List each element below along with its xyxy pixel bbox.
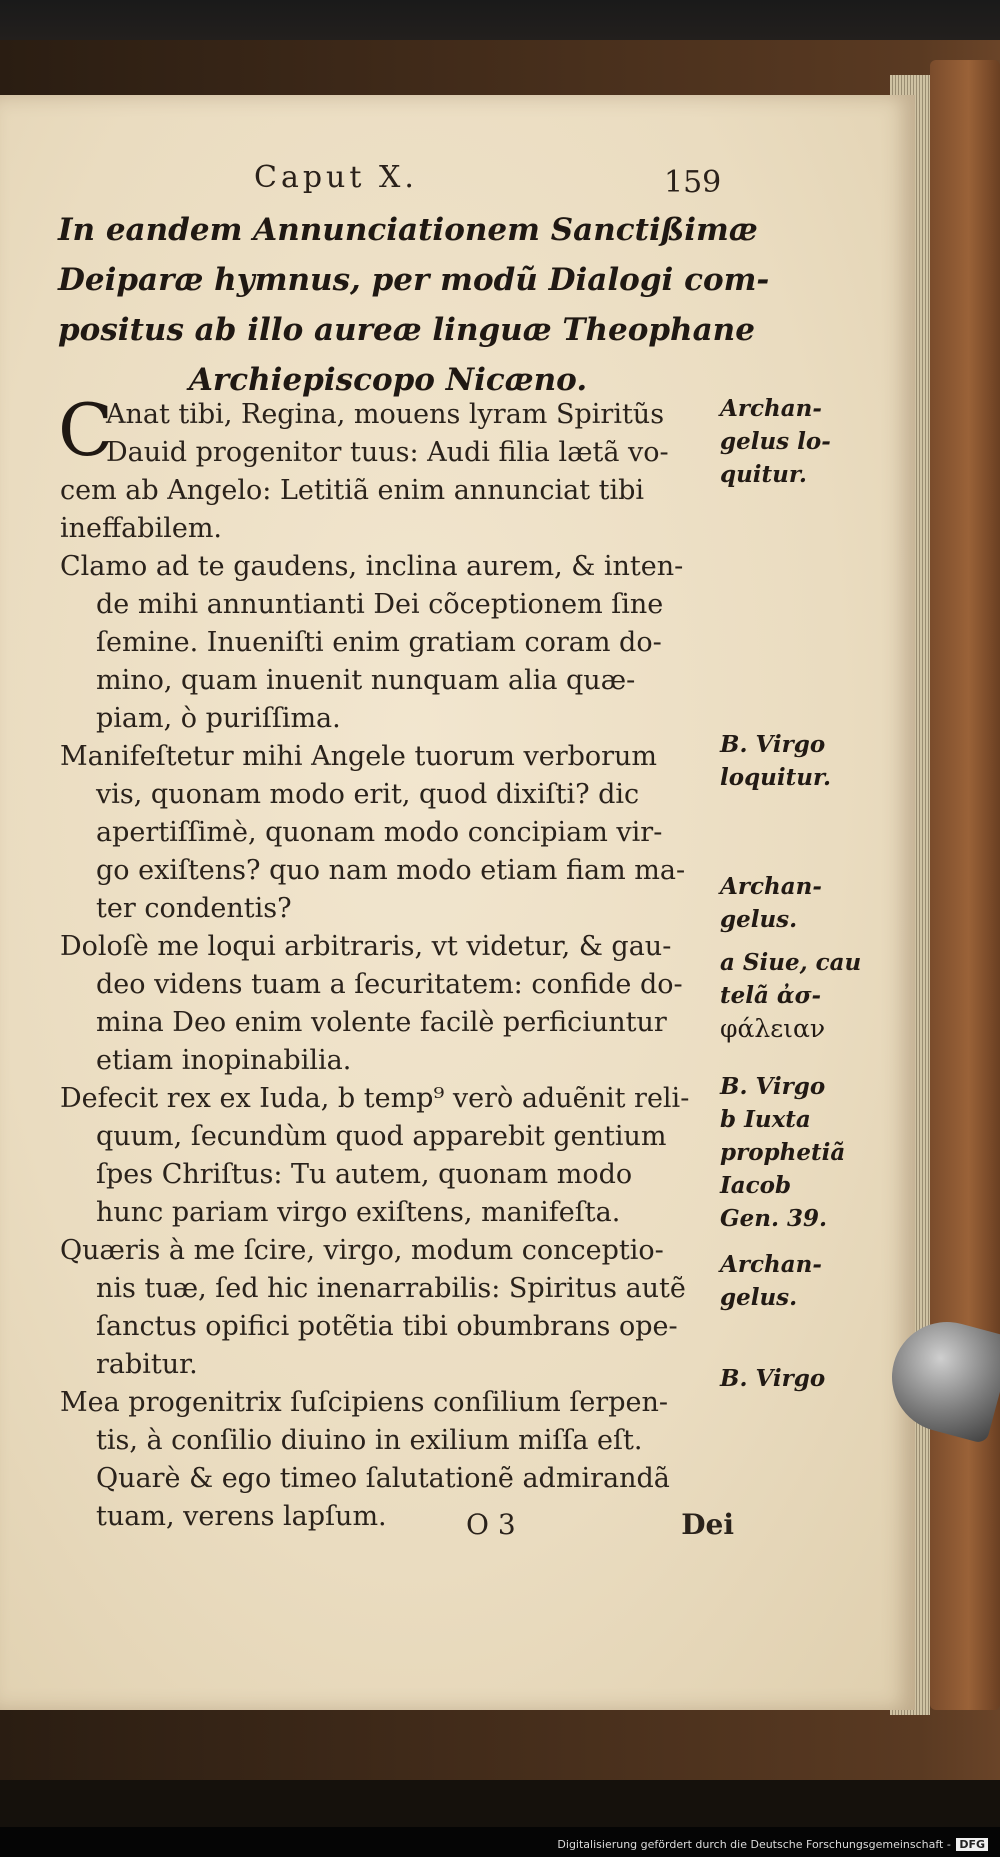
text-line: go exiſtens? quo nam modo etiam fiam ma- bbox=[96, 855, 686, 886]
margin-note-line: gelus. bbox=[720, 1284, 798, 1311]
text-line: tuam, verens lapſum. bbox=[96, 1501, 387, 1532]
margin-note-archangelus bbox=[720, 392, 860, 491]
text-line: etiam inopinabilia. bbox=[96, 1045, 352, 1076]
text-line: apertiſſimè, quonam modo concipiam vir- bbox=[96, 817, 663, 848]
text-line: tis, à conſilio diuino in exilium miſſa eſt. bbox=[96, 1425, 643, 1456]
margin-note-line: Archan- bbox=[720, 1251, 822, 1278]
text-line: quum, ſecundùm quod apparebit gentium bbox=[96, 1121, 667, 1152]
credit-text: Digitalisierung gefördert durch die Deutsche Forschungsgemeinschaft - bbox=[557, 1838, 951, 1851]
text-line: ſanctus opifici potẽtia tibi obumbrans ope- bbox=[96, 1311, 678, 1342]
text-line: nis tuæ, ſed hic inenarrabilis: Spiritus autẽ bbox=[96, 1273, 686, 1304]
margin-note-b-virgo bbox=[720, 728, 860, 794]
margin-note-b-virgo bbox=[720, 1362, 860, 1395]
text-line: mina Deo enim volente facilè perficiuntur bbox=[96, 1007, 667, 1038]
margin-note-archangelus bbox=[720, 870, 860, 936]
margin-note-line: a Siue, cau bbox=[720, 949, 862, 976]
title-line: Deiparæ hymnus, per modũ Dialogi com- bbox=[58, 262, 770, 298]
text-line: ſemine. Inueniſti enim gratiam coram do- bbox=[96, 627, 662, 658]
margin-note-line: telã ἀσ- bbox=[720, 982, 822, 1009]
text-line: Manifeſtetur mihi Angele tuorum verborum bbox=[60, 741, 658, 772]
paragraph bbox=[58, 388, 720, 548]
margin-note-line: B. Virgo bbox=[720, 731, 826, 758]
margin-note-line: prophetiã bbox=[720, 1139, 846, 1166]
drop-capital: C bbox=[58, 388, 114, 472]
text-line: Doloſè me loqui arbitraris, vt videtur, & gau- bbox=[60, 931, 672, 962]
paragraph bbox=[60, 1232, 720, 1384]
margin-note-line: Archan- bbox=[720, 873, 822, 900]
margin-note-archangelus bbox=[720, 1248, 860, 1314]
text-line: Anat tibi, Regina, mouens lyram Spiritũs bbox=[106, 399, 665, 430]
paragraph bbox=[60, 548, 720, 738]
dfg-logo: DFG bbox=[956, 1838, 988, 1851]
text-line: vis, quonam modo erit, quod dixiſti? dic bbox=[96, 779, 640, 810]
paragraph bbox=[60, 1080, 720, 1232]
page-footer-line bbox=[60, 1508, 734, 1548]
margin-note-line: b Iuxta bbox=[720, 1106, 811, 1133]
text-line: mino, quam inuenit nunquam alia quæ- bbox=[96, 665, 636, 696]
text-line: cem ab Angelo: Letitiã enim annunciat tibi bbox=[60, 475, 645, 506]
text-line: Quæris à me ſcire, virgo, modum conceptio- bbox=[60, 1235, 664, 1266]
text-line: rabitur. bbox=[96, 1349, 198, 1380]
text-line: Dauid progenitor tuus: Audi filia lætã vo- bbox=[106, 437, 669, 468]
digitization-credit bbox=[557, 1838, 988, 1851]
margin-note-line: Archan- bbox=[720, 395, 822, 422]
title-line: In eandem Annunciationem Sanctißimæ bbox=[58, 212, 758, 248]
text-line: piam, ò puriſſima. bbox=[96, 703, 341, 734]
title-line: positus ab illo aureæ linguæ Theophane bbox=[58, 312, 755, 348]
text-line: Mea progenitrix ſuſcipiens conſilium ſerpen- bbox=[60, 1387, 668, 1418]
chapter-title bbox=[58, 205, 770, 405]
text-line: Quarè & ego timeo ſalutationẽ admirandã bbox=[96, 1463, 670, 1494]
text-line: ter condentis? bbox=[96, 893, 292, 924]
text-line: ſpes Chriſtus: Tu autem, quonam modo bbox=[96, 1159, 633, 1190]
catchword: Dei bbox=[681, 1508, 734, 1541]
running-head: Caput X. bbox=[254, 160, 418, 195]
text-line: Clamo ad te gaudens, inclina aurem, & inten- bbox=[60, 551, 684, 582]
margin-note-line: gelus. bbox=[720, 906, 798, 933]
text-line: Defecit rex ex Iuda, b temp⁹ verò aduẽnit reli- bbox=[60, 1083, 690, 1114]
signature-mark: O 3 bbox=[466, 1508, 516, 1541]
margin-note-line: loquitur. bbox=[720, 764, 831, 791]
margin-note-line: quitur. bbox=[720, 461, 807, 488]
margin-note-line: gelus lo- bbox=[720, 428, 831, 455]
margin-note-line: Gen. 39. bbox=[720, 1205, 828, 1232]
margin-note-footnote-a bbox=[720, 946, 860, 1045]
margin-note-line: B. Virgo bbox=[720, 1073, 826, 1100]
text-line: ineffabilem. bbox=[60, 513, 222, 544]
text-line: hunc pariam virgo exiſtens, manifeſta. bbox=[96, 1197, 621, 1228]
leather-edge bbox=[930, 60, 1000, 1710]
paragraph bbox=[60, 928, 720, 1080]
folio-number: 159 bbox=[664, 165, 722, 200]
margin-note-b-virgo-footnote-b bbox=[720, 1070, 860, 1235]
paragraph bbox=[60, 738, 720, 928]
body-text bbox=[58, 388, 720, 1536]
text-line: deo videns tuam a ſecuritatem: confide do- bbox=[96, 969, 683, 1000]
margin-note-line: Iacob bbox=[720, 1172, 792, 1199]
footer-strip bbox=[0, 1827, 1000, 1857]
title-line: Archiepiscopo Nicæno. bbox=[188, 362, 588, 398]
margin-note-line: B. Virgo bbox=[720, 1365, 826, 1392]
text-line: de mihi annuntianti Dei cõceptionem ſine bbox=[96, 589, 664, 620]
margin-note-line: φάλειαν bbox=[720, 1014, 826, 1043]
